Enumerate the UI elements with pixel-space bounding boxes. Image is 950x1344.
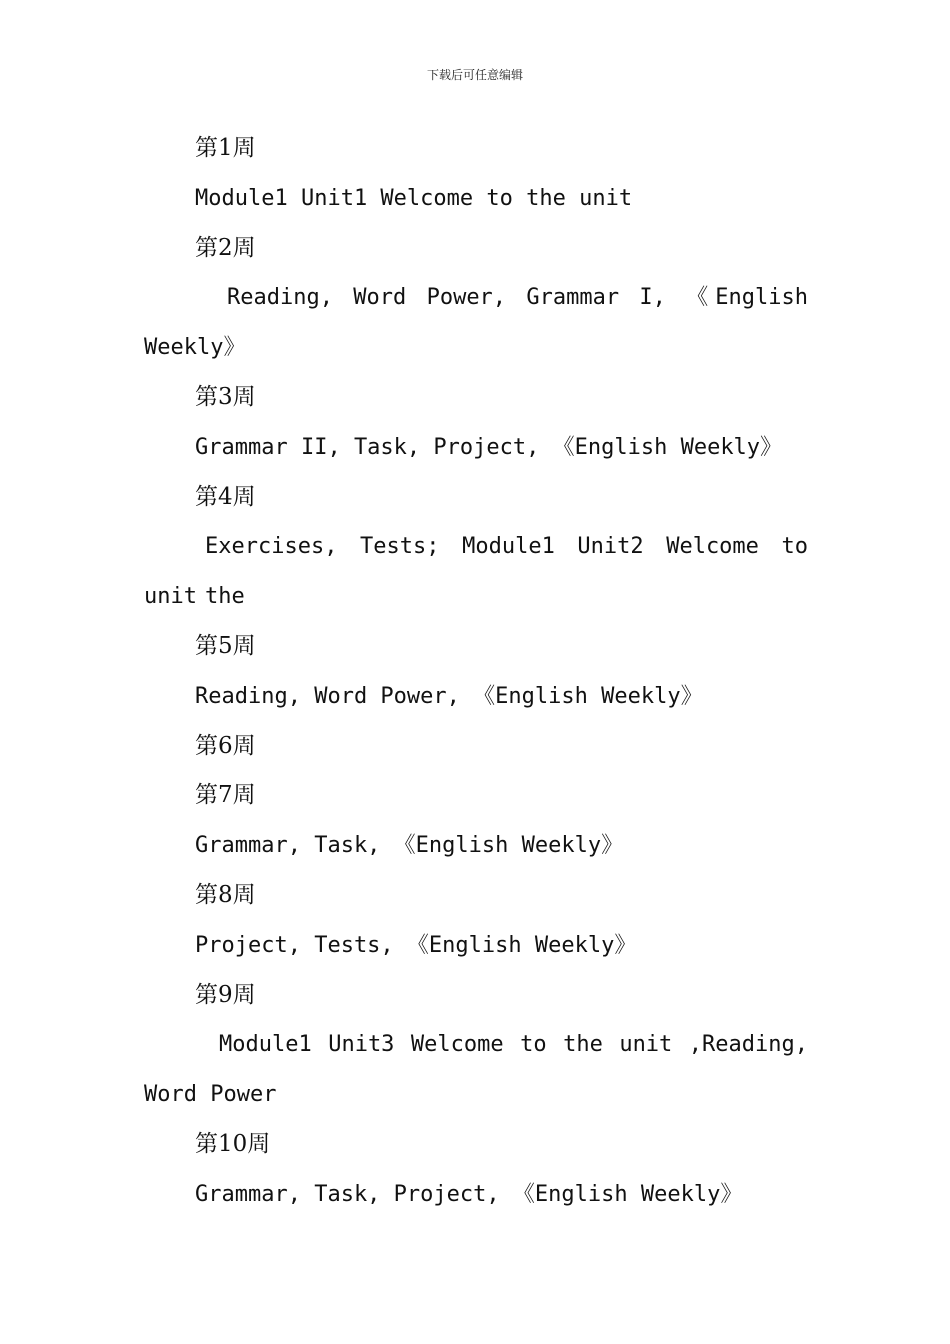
week-content-continued: Weekly》 — [144, 335, 246, 361]
week-content: Grammar, Task, Project, 《English Weekly》 — [195, 1181, 743, 1207]
week-heading: 第7周 — [195, 782, 256, 809]
document-body — [144, 124, 808, 1220]
week-heading: 第9周 — [195, 981, 256, 1008]
week-heading: 第10周 — [195, 1130, 271, 1157]
week-heading: 第6周 — [195, 732, 256, 759]
week-content: Module1 Unit3 Welcome to the unit ,Reading, — [219, 1032, 808, 1058]
week-content: Exercises, Tests; Module1 Unit2 Welcome to the — [205, 534, 808, 610]
week-heading: 第3周 — [195, 383, 256, 410]
week-heading: 第5周 — [195, 632, 256, 659]
week-content: Reading, Word Power, Grammar I, 《English — [227, 285, 808, 311]
week-content: Reading, Word Power, 《English Weekly》 — [195, 683, 703, 709]
week-heading: 第4周 — [195, 483, 256, 510]
week-content: Grammar II, Task, Project, 《English Weekly》 — [195, 434, 783, 460]
week-content: Project, Tests, 《English Weekly》 — [195, 932, 637, 958]
week-content-continued: unit — [144, 584, 197, 610]
week-content: Grammar, Task, 《English Weekly》 — [195, 833, 624, 859]
week-heading: 第2周 — [195, 234, 256, 261]
week-content: Module1 Unit1 Welcome to the unit — [195, 185, 633, 211]
page-header: 下载后可任意编辑 — [426, 68, 523, 82]
week-content-continued: Word Power — [144, 1082, 277, 1108]
week-heading: 第1周 — [195, 135, 256, 161]
week-heading: 第8周 — [195, 881, 256, 908]
